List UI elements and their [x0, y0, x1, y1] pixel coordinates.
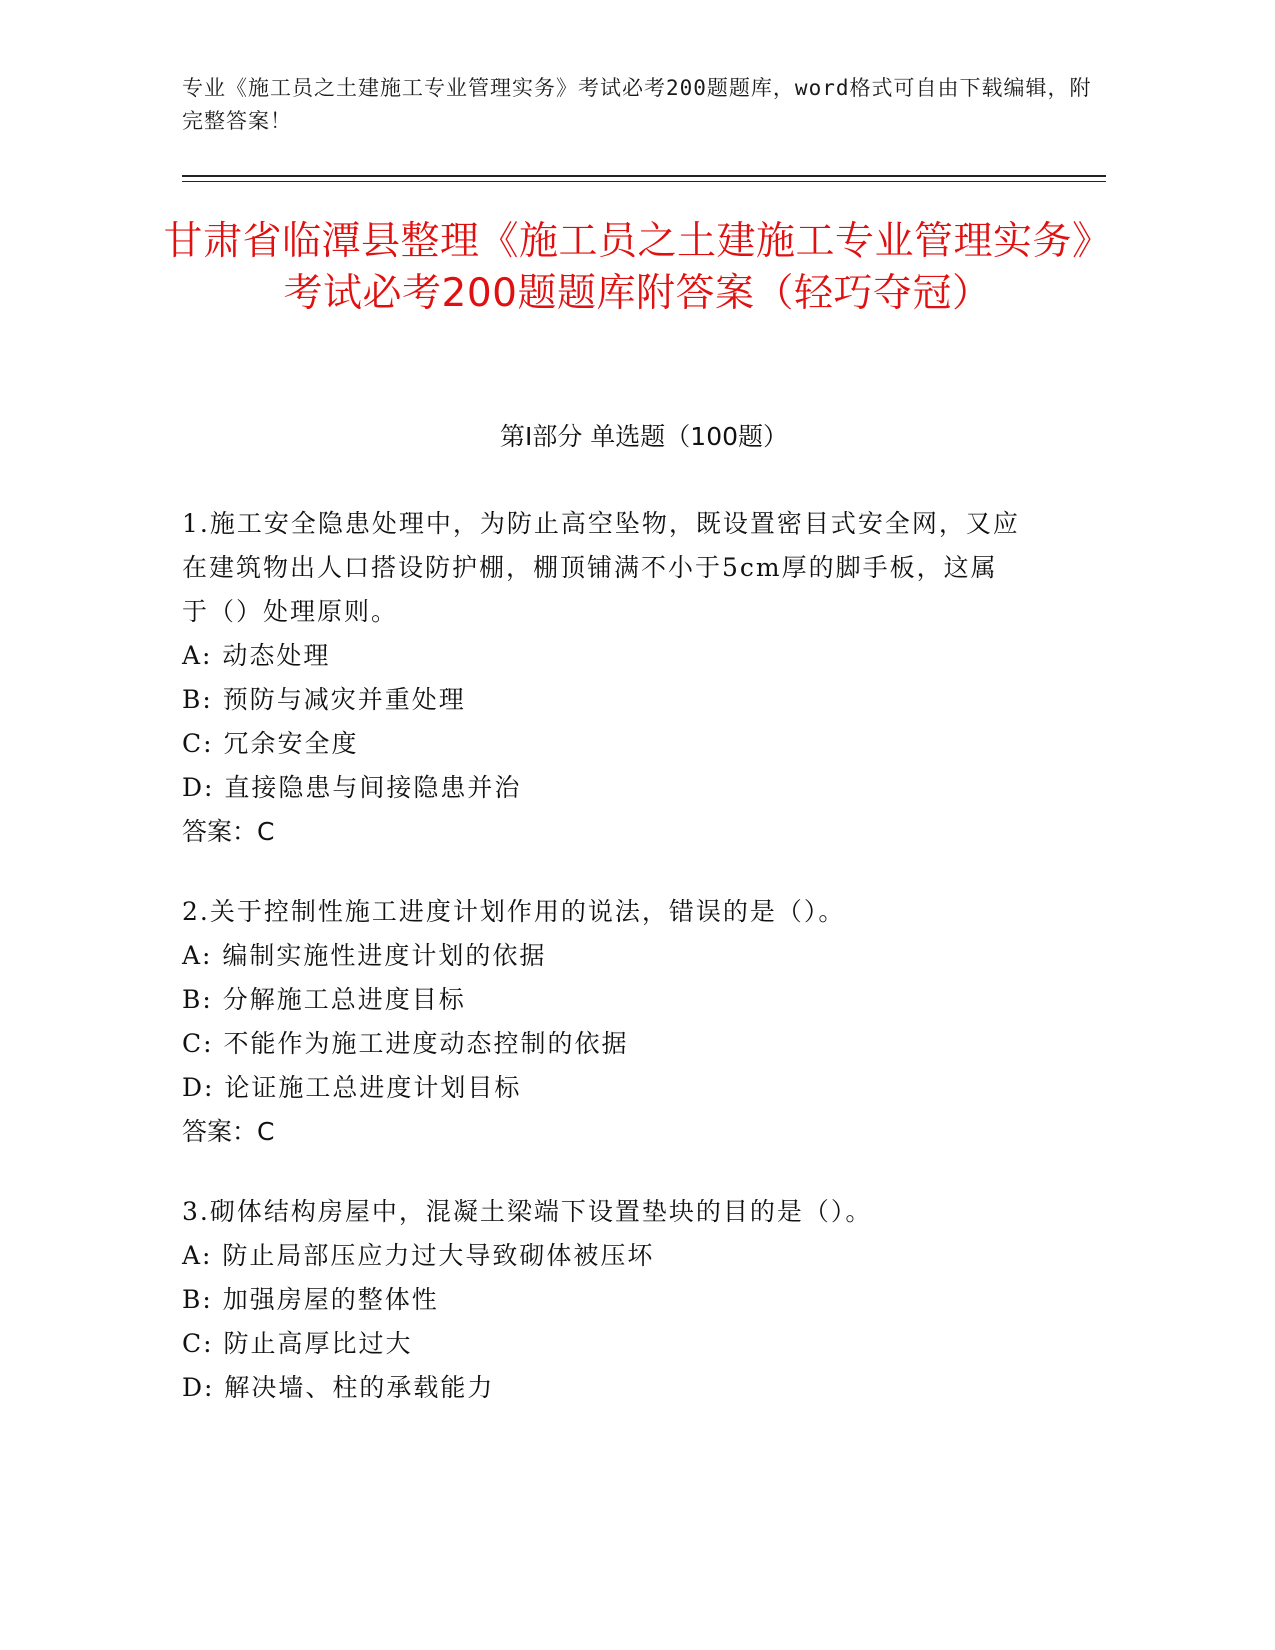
question-stem: 1.施工安全隐患处理中，为防止高空坠物，既设置密目式安全网，又应在建筑物出人口搭设防护棚，棚顶铺满不小于5cm厚的脚手板，这属于（）处理原则。	[182, 509, 1020, 626]
option-d: D: 直接隐患与间接隐患并治	[182, 773, 522, 802]
header-note: 专业《施工员之土建施工专业管理实务》考试必考200题题库，word格式可自由下载编辑，附完整答案！	[182, 76, 1092, 133]
question-1	[182, 502, 1022, 854]
question-2	[182, 890, 1022, 1154]
option-a: A: 防止局部压应力过大导致砌体被压坏	[182, 1241, 655, 1270]
header-rule-thin	[182, 181, 1106, 182]
option-d: D: 解决墙、柱的承载能力	[182, 1373, 495, 1402]
section-heading: 第Ⅰ部分 单选题（100题）	[499, 422, 789, 451]
answer-line: 答案：C	[182, 817, 275, 846]
option-a: A: 编制实施性进度计划的依据	[182, 941, 547, 970]
option-d: D: 论证施工总进度计划目标	[182, 1073, 522, 1102]
option-c: C: 不能作为施工进度动态控制的依据	[182, 1029, 629, 1058]
option-b: B: 分解施工总进度目标	[182, 985, 466, 1014]
question-list	[182, 502, 1022, 1446]
option-a: A: 动态处理	[182, 641, 331, 670]
option-c: C: 防止高厚比过大	[182, 1329, 413, 1358]
question-3	[182, 1190, 1022, 1410]
option-b: B: 预防与减灾并重处理	[182, 685, 466, 714]
question-stem: 2.关于控制性施工进度计划作用的说法，错误的是（）。	[182, 897, 846, 926]
question-stem: 3.砌体结构房屋中，混凝土梁端下设置垫块的目的是（）。	[182, 1197, 873, 1226]
option-c: C: 冗余安全度	[182, 729, 359, 758]
header-rule-thick	[182, 175, 1106, 177]
answer-line: 答案：C	[182, 1117, 275, 1146]
document-title: 甘肃省临潭县整理《施工员之土建施工专业管理实务》考试必考200题题库附答案（轻巧夺冠）	[163, 219, 1112, 316]
option-b: B: 加强房屋的整体性	[182, 1285, 439, 1314]
